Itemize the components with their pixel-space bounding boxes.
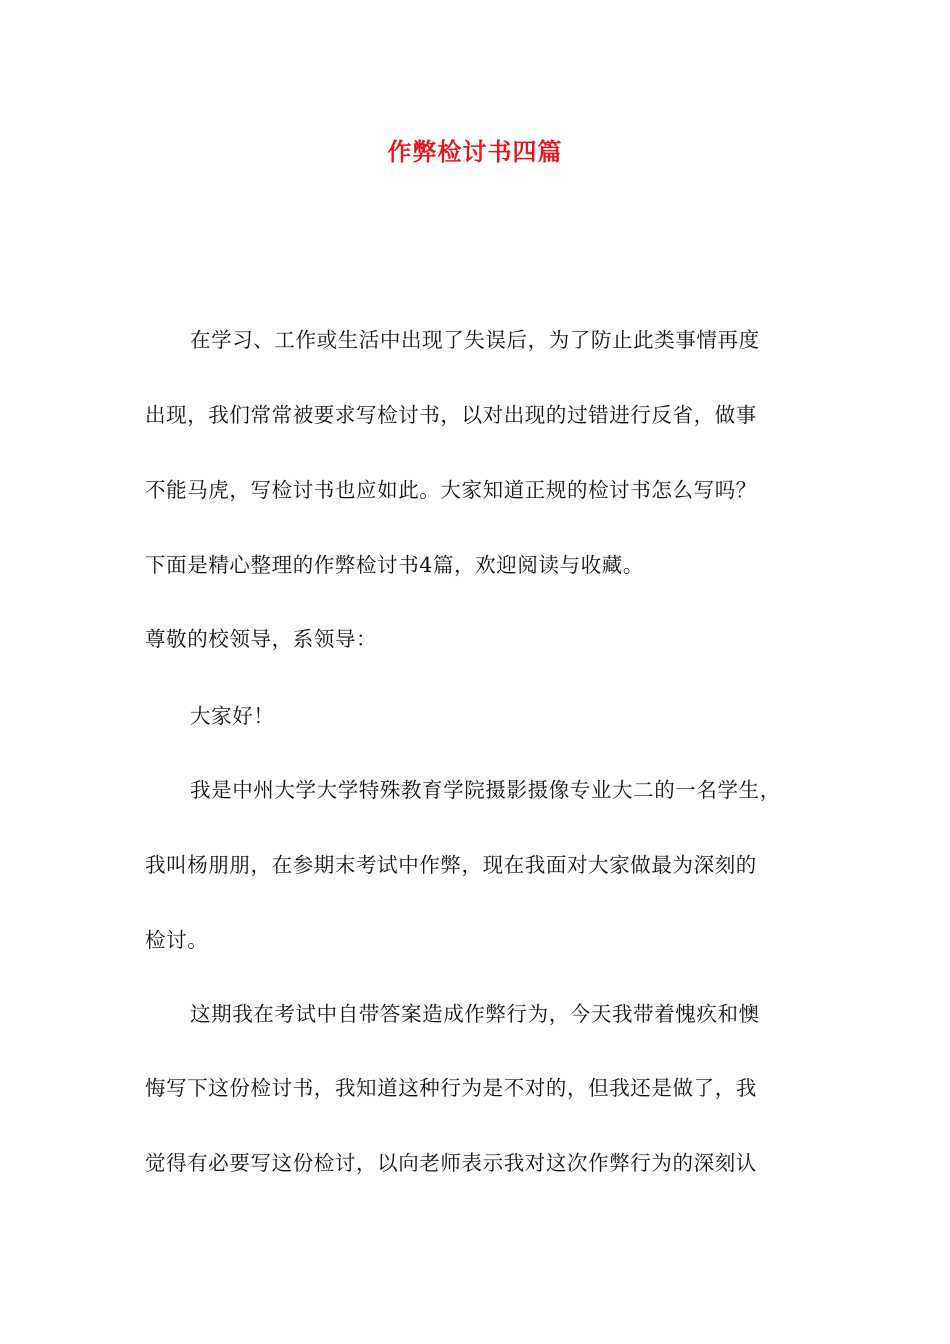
text-line: 我叫杨朋朋，在参期末考试中作弊，现在我面对大家做最为深刻的 <box>145 853 757 877</box>
text-line: 觉得有必要写这份检讨，以向老师表示我对这次作弊行为的深刻认 <box>145 1151 757 1175</box>
text-line: 在学习、工作或生活中出现了失误后，为了防止此类事情再度 <box>190 328 760 352</box>
text-line: 我是中州大学大学特殊教育学院摄影摄像专业大二的一名学生， <box>190 778 781 802</box>
text-line: 检讨。 <box>145 928 209 952</box>
text-line: 出现，我们常常被要求写检讨书，以对出现的过错进行反省，做事 <box>145 403 757 427</box>
document-title: 作弊检讨书四篇 <box>387 137 563 166</box>
greeting: 大家好！ <box>190 704 275 728</box>
text-line: 这期我在考试中自带答案造成作弊行为，今天我带着愧疚和懊 <box>190 1002 760 1026</box>
text-line: 不能马虎，写检讨书也应如此。大家知道正规的检讨书怎么写吗？ <box>145 478 757 502</box>
text-line: 悔写下这份检讨书，我知道这种行为是不对的，但我还是做了，我 <box>145 1076 757 1100</box>
text-line: 下面是精心整理的作弊检讨书4篇，欢迎阅读与收藏。 <box>145 553 644 577</box>
salutation: 尊敬的校领导，系领导： <box>145 627 378 651</box>
